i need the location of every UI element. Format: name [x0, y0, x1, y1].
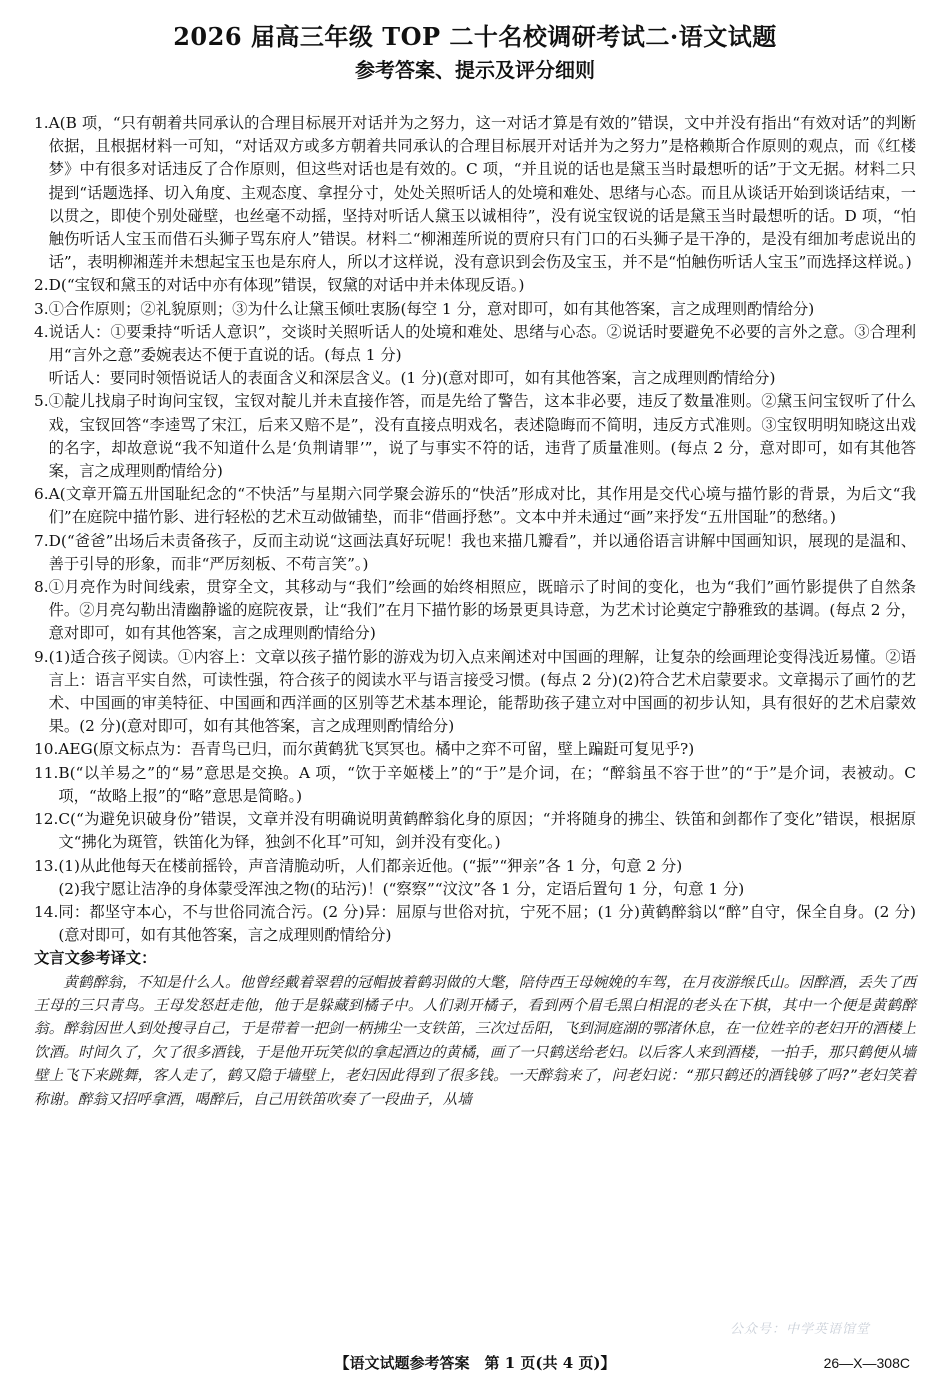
answer-number: 11.: [34, 763, 59, 782]
translation-heading: 文言文参考译文：: [34, 949, 157, 968]
answer-item-12: [34, 808, 916, 854]
answer-list: [34, 112, 916, 1111]
answer-item-4: [34, 321, 916, 391]
answer-text: D(“爸爸”出场后未责备孩子，反而主动说“这画法真好玩呢！我也来描几瓣看”，并以通俗语言讲解中国画知识，展现的是温和、善于引导的形象，而非“严厉刻板、不苟言笑”。): [48, 531, 916, 573]
answer-number: 7.: [34, 531, 49, 550]
answer-item-7: [34, 530, 916, 576]
answer-number: 1.: [34, 114, 49, 132]
answer-text: A(文章开篇五卅国耻纪念的“不快活”与星期六同学聚会游乐的“快活”形成对比，其作用是交代心境与描竹影的背景，为后文“我们”在庭院中描竹影、进行轻松的艺术互动做铺垫，而非“借画抒愁”。文本中并未通过“画”来抒发“五卅国耻”的愁绪。): [48, 485, 916, 527]
answer-text: (1)适合孩子阅读。①内容上：文章以孩子描竹影的游戏为切入点来阐述对中国画的理解，让复杂的绘画理论变得浅近易懂。②语言上：语言平实自然，可读性强，符合孩子的阅读水平与语言接受习惯。(每点 2 分)(2)符合艺术启蒙要求。文章揭示了画竹的艺术、中国画的审美特征、中国画和西洋画的区别等艺术基本理论，能帮助孩子建立对中国画的初步认知，具有很好的艺术启蒙效果。(2 分)(意对即可，如有其他答案，言之成理则酌情给分): [48, 647, 916, 736]
answer-number: 6.: [34, 485, 49, 504]
footer-paper-code: 26—X—308C: [823, 1355, 910, 1371]
answer-item-2: [34, 274, 916, 297]
answer-text: AEG(原文标点为：吾青鸟已归，而尔黄鹤犹飞冥冥也。橘中之弈不可留，壁上蹁跹可复见乎?): [58, 740, 695, 759]
answer-item-9: [34, 646, 916, 739]
answer-text: 同：都坚守本心，不与世俗同流合污。(2 分)异：屈原与世俗对抗，宁死不屈；(1 分)黄鹤醉翁以“醉”自守，保全自身。(2 分)(意对即可，如有其他答案，言之成理则酌情给分): [58, 902, 916, 945]
answer-number: 13.: [34, 856, 59, 875]
answer-number: 12.: [34, 810, 59, 829]
answer-number: 2.: [34, 276, 49, 295]
answer-text-continued: 听话人：要同时领悟说话人的表面含义和深层含义。(1 分)(意对即可，如有其他答案，言之成理则酌情给分): [48, 369, 776, 388]
answer-item-11: [34, 762, 916, 808]
answer-item-14: [34, 901, 916, 947]
page-title: 2026 届高三年级 TOP 二十名校调研考试二·语文试题: [173, 22, 777, 51]
answer-text: C(“为避免识破身份”错误，文章并没有明确说明黄鹤醉翁化身的原因；“并将随身的拂尘、铁笛和剑都作了变化”错误，根据原文“拂化为斑管，铁笛化为铎，独剑不化耳”可知，剑并没有变化。): [58, 810, 916, 852]
answer-text: A(B 项，“只有朝着共同承认的合理目标展开对话并为之努力，这一对话才算是有效的”错误，文中并没有指出“有效对话”的判断依据，且根据材料一可知，“对话双方或多方朝着共同承认的合理目标展开对话并为之努力”是格赖斯合作原则的观点，而《红楼梦》中有很多对话违反了合作原则，但这些对话也是有效的。C 项，“并且说的话也是黛玉当时最想听的话”于文无据。材料二只提到“话题选择、切入角度、主观态度、拿捏分寸，处处关照听话人的处境和难处、思绪与心态。而且从谈话开始到谈话结束，一以贯之，即使个别处碰壁，也丝毫不动摇，坚持对听话人黛玉以诚相待”，没有说宝钗说的话是黛玉当时最想听的话。D 项，“怕触伤听话人宝玉而借石头狮子骂东府人”错误。材料二“柳湘莲所说的贾府只有门口的石头狮子是干净的，是没有细加考虑说出的话”，表明柳湘莲并未想起宝玉也是东府人，所以才这样说，没有意识到会伤及宝玉，并不是“怕触伤听话人宝玉”而选择这样说。): [48, 114, 916, 272]
answer-number: 10.: [34, 740, 59, 759]
answer-item-10: [34, 738, 916, 761]
answer-number: 8.: [34, 578, 49, 597]
answer-item-8: [34, 576, 916, 646]
answer-item-3: [34, 298, 916, 321]
answer-text: ①月亮作为时间线索，贯穿全文，其移动与“我们”绘画的始终相照应，既暗示了时间的变化，也为“我们”画竹影提供了自然条件。②月亮勾勒出清幽静谧的庭院夜景，让“我们”在月下描竹影的场景更具诗意，为艺术讨论奠定宁静雅致的基调。(每点 2 分，意对即可，如有其他答案，言之成理则酌情给分): [48, 578, 916, 643]
answer-item-1: [34, 112, 916, 274]
answer-number: 4.: [34, 322, 49, 341]
watermark-text: 公众号：中学英语馆堂: [729, 1322, 870, 1337]
answer-text: B(“以羊易之”的“易”意思是交换。A 项，“饮于辛姬楼上”的“于”是介词，在；“醉翁虽不容于世”的“于”是介词，表被动。C 项，“故略上报”的“略”意思是简略。): [58, 763, 916, 805]
answer-text: 说话人：①要秉持“听话人意识”，交谈时关照听话人的处境和难处、思绪与心态。②说话时要避免不必要的言外之意。③合理利用“言外之意”委婉表达不便于直说的话。(每点 1 分): [48, 322, 916, 365]
answer-number: 5.: [34, 392, 49, 411]
answer-item-5: [34, 390, 916, 483]
answer-text-continued: (2)我宁愿让洁净的身体蒙受浑浊之物(的玷污)！(“察察”“汶汶”各 1 分，定语后置句 1 分，句意 1 分): [58, 879, 745, 898]
answer-number: 14.: [34, 902, 59, 921]
answer-number: 9.: [34, 647, 49, 666]
footer-page-label: 【语文试题参考答案 第 1 页(共 4 页)】: [334, 1354, 616, 1372]
answer-text: D(“宝钗和黛玉的对话中亦有体现”错误，钗黛的对话中并未体现反语。): [48, 276, 525, 295]
answer-text: ①靛儿找扇子时询问宝钗，宝钗对靛儿并未直接作答，而是先给了警告，这本非必要，违反了数量准则。②黛玉问宝钗听了什么戏，宝钗回答“李逵骂了宋江，后来又赔不是”，没有直接点明戏名，表述隐晦而不简明，违反方式准则。③宝钗明明知晓这出戏的名字，却故意说“我不知道什么是‘负荆请罪’”，说了与事实不符的话，违背了质量准则。(每点 2 分，意对即可，如有其他答案，言之成理则酌情给分): [48, 392, 916, 481]
answer-number: 3.: [34, 299, 49, 318]
page-subtitle: 参考答案、提示及评分细则: [355, 58, 595, 82]
answer-text: (1)从此他每天在楼前摇铃，声音清脆动听，人们都亲近他。(“振”“狎亲”各 1 分，句意 2 分): [58, 856, 683, 875]
answer-item-6: [34, 483, 916, 529]
translation-body: 黄鹤醉翁，不知是什么人。他曾经戴着翠碧的冠帽披着鹤羽做的大氅，陪侍西王母婉娩的车驾，在月夜游缑氏山。因醉酒，丢失了西王母的三只青鸟。王母发怒赶走他，他于是躲藏到橘子中。人们剥开橘子，看到两个眉毛黑白相混的老头在下棋，其中一个便是黄鹤醉翁。醉翁因世人到处搜寻自己，于是带着一把剑一柄拂尘一支铁笛，三次过岳阳，飞到洞庭湖的鄂渚休息，在一位姓辛的老妇开的酒楼上饮酒。时间久了，欠了很多酒钱，于是他开玩笑似的拿起酒边的黄橘，画了一只鹤送给老妇。以后客人来到酒楼，一拍手，那只鹤便从墙壁上飞下来跳舞，客人走了，鹤又隐于墙壁上，老妇因此得到了很多钱。一天醉翁来了，问老妇说：“那只鹤还的酒钱够了吗?”老妇笑着称谢。醉翁又招呼拿酒，喝醉后，自己用铁笛吹奏了一段曲子，从墙: [34, 973, 916, 1108]
answer-item-13: [34, 855, 916, 901]
answer-text: ①合作原则；②礼貌原则；③为什么让黛玉倾吐衷肠(每空 1 分，意对即可，如有其他答案，言之成理则酌情给分): [48, 299, 815, 318]
